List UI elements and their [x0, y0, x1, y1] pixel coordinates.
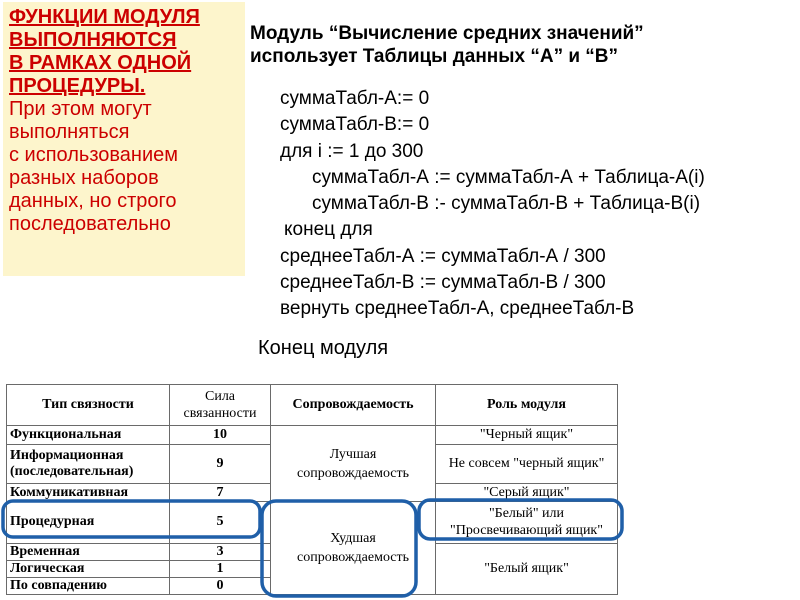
module-role-cell: "Белый" или "Просвечивающий ящик" [436, 502, 618, 543]
maintainability-worst-cell: Худшая сопровождаемость [271, 502, 436, 595]
note-headline-line: ФУНКЦИИ МОДУЛЯ [9, 6, 200, 28]
note-body-line: последовательно [9, 213, 171, 235]
note-headline-line: ВЫПОЛНЯЮТСЯ [9, 29, 177, 51]
module-role-cell: Не совсем "черный ящик" [436, 444, 618, 483]
cohesion-table [6, 384, 618, 595]
strength-cell: 5 [170, 502, 271, 543]
module-heading [250, 22, 644, 68]
table-row [7, 502, 618, 543]
note-headline-line: В РАМКАХ ОДНОЙ [9, 52, 192, 74]
note-headline [9, 6, 239, 98]
note-headline-line: ПРОЦЕДУРЫ. [9, 75, 146, 97]
note-body-line: При этом могут [9, 98, 152, 120]
note-body [9, 98, 239, 236]
strength-cell: 7 [170, 483, 271, 501]
code-line: вернуть среднееТабл-А, среднееТабл-В [280, 298, 635, 320]
note-box [3, 2, 245, 276]
code-line: суммаТабл-В :- суммаТабл-В + Таблица-В(i) [312, 193, 701, 215]
heading-line: использует Таблицы данных “А” и “В” [250, 46, 619, 67]
header-cohesion-type: Тип связности [7, 385, 170, 426]
module-role-cell: "Серый ящик" [436, 483, 618, 501]
strength-cell: 3 [170, 543, 271, 560]
strength-cell: 10 [170, 426, 271, 444]
heading-line: Модуль “Вычисление средних значений” [250, 23, 644, 44]
cohesion-type-cell: Процедурная [7, 502, 170, 543]
module-role-cell: "Черный ящик" [436, 426, 618, 444]
code-line: суммаТабл-В:= 0 [280, 114, 430, 136]
strength-cell: 0 [170, 577, 271, 594]
note-body-line: данных, но строго [9, 190, 177, 212]
code-line: конец для [284, 219, 373, 241]
cohesion-type-cell: Временная [7, 543, 170, 560]
cohesion-type-cell: Функциональная [7, 426, 170, 444]
note-body-line: разных наборов [9, 167, 159, 189]
cohesion-type-cell: Информационная (последовательная) [7, 444, 170, 483]
strength-cell: 9 [170, 444, 271, 483]
code-line: суммаТабл-А := суммаТабл-А + Таблица-А(i) [312, 166, 705, 188]
strength-cell: 1 [170, 560, 271, 577]
code-line: суммаТабл-А:= 0 [280, 88, 430, 109]
module-role-cell: "Белый ящик" [436, 543, 618, 595]
code-line: для i := 1 до 300 [280, 140, 424, 162]
pseudocode-block [280, 86, 705, 323]
header-strength: Сила связанности [170, 385, 271, 426]
table-header-row [7, 385, 618, 426]
end-module-label: Конец модуля [258, 337, 389, 359]
header-maintainability: Сопровождаемость [271, 385, 436, 426]
note-body-line: с использованием [9, 144, 179, 166]
cohesion-type-cell: Логическая [7, 560, 170, 577]
cohesion-type-cell: По совпадению [7, 577, 170, 594]
note-body-line: выполняться [9, 121, 130, 143]
maintainability-best-cell: Лучшая сопровождаемость [271, 426, 436, 502]
code-line: среднееТабл-В := суммаТабл-В / 300 [280, 272, 606, 294]
cohesion-type-cell: Коммуникативная [7, 483, 170, 501]
header-module-role: Роль модуля [436, 385, 618, 426]
code-line: среднееТабл-А := суммаТабл-А / 300 [280, 245, 606, 267]
table-row [7, 426, 618, 444]
